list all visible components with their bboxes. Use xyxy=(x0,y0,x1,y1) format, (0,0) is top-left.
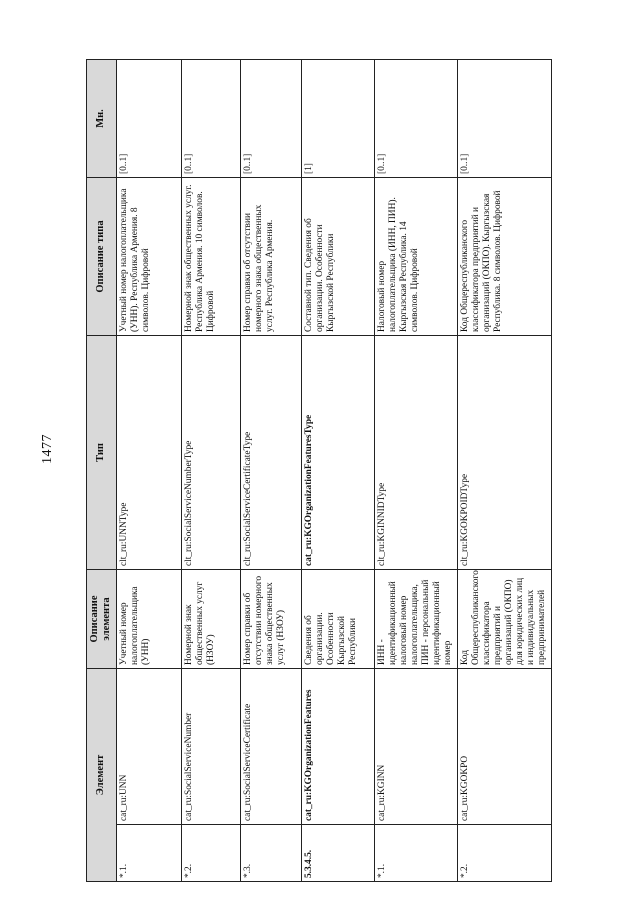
cardinality: [0..1] xyxy=(116,60,181,178)
element-name: cat_ru:KGOKPO xyxy=(457,669,551,825)
element-description: ИНН - идентификационный налоговый номер налогоплательщика, ПИН - персональный идентификационный номер xyxy=(374,570,457,669)
specification-table xyxy=(86,59,552,882)
table-row xyxy=(181,60,240,882)
cardinality: [1] xyxy=(301,60,374,178)
header-type: Тип xyxy=(87,336,117,570)
header-element: Элемент xyxy=(87,669,117,882)
element-name: cat_ru:KGOrganizationFeatures xyxy=(301,669,374,825)
element-name: cat_ru:KGINN xyxy=(374,669,457,825)
row-number: *.1. xyxy=(116,825,181,882)
page-number: 1477 xyxy=(40,434,55,464)
type-description: Код Общереспубликанского классификатора предприятий и организаций (ОКПО). Кыргызская Республика. 8 символов. Цифровой xyxy=(457,178,551,336)
element-description: Код Общереспубликанского классификатора предприятий и организаций (ОКПО) для юридических лиц и индивидуальных предпринимателей xyxy=(457,570,551,669)
type-description: Номер справки об отсутствии номерного знака общественных услуг. Республика Армения. xyxy=(240,178,301,336)
element-description: Номерной знак общественных услуг (НЗОУ) xyxy=(181,570,240,669)
cardinality: [0..1] xyxy=(181,60,240,178)
table-row xyxy=(301,60,374,882)
table-row xyxy=(240,60,301,882)
type-name: cat_ru:KGOrganizationFeaturesType xyxy=(301,336,374,570)
element-description: Номер справки об отсутствии номерного знака общественных услуг (НЗОУ) xyxy=(240,570,301,669)
type-name: clt_ru:KGINNIDType xyxy=(374,336,457,570)
element-name: cat_ru:SocialServiceNumber xyxy=(181,669,240,825)
cardinality: [0..1] xyxy=(240,60,301,178)
type-description: Номерной знак общественных услуг. Республика Армения. 10 символов. Цифровой xyxy=(181,178,240,336)
header-element-description: Описание элемента xyxy=(87,570,117,669)
header-cardinality: Мн. xyxy=(87,60,117,178)
element-name: cat_ru:SocialServiceCertificate xyxy=(240,669,301,825)
type-name: clt_ru:UNNType xyxy=(116,336,181,570)
header-type-description: Описание типа xyxy=(87,178,117,336)
table-header-row xyxy=(87,60,117,882)
row-number: 5.3.4.5. xyxy=(301,825,374,882)
table-row xyxy=(374,60,457,882)
element-name: cat_ru:UNN xyxy=(116,669,181,825)
row-number: *.2. xyxy=(181,825,240,882)
row-number: *.1. xyxy=(374,825,457,882)
row-number: *.3. xyxy=(240,825,301,882)
type-name: clt_ru:SocialServiceNumberType xyxy=(181,336,240,570)
element-description: Сведения об организации. Особенности Кыргызской Республики xyxy=(301,570,374,669)
table-row xyxy=(116,60,181,882)
type-name: clt_ru:SocialServiceCertificateType xyxy=(240,336,301,570)
rotated-table-container xyxy=(86,60,574,882)
row-number: *.2. xyxy=(457,825,551,882)
type-description: Налоговый номер налогоплательщика (ИНН, ПИН). Кыргызская Республика. 14 символов. Цифровой xyxy=(374,178,457,336)
type-description: Учетный номер налогоплательщика (УНН). Республика Армения. 8 символов. Цифровой xyxy=(116,178,181,336)
type-description: Составной тип. Сведения об организации. Особенности Кыргызской Республики xyxy=(301,178,374,336)
element-description: Учетный номер налогоплательщика (УНН) xyxy=(116,570,181,669)
type-name: clt_ru:KGOKPOIDType xyxy=(457,336,551,570)
cardinality: [0..1] xyxy=(374,60,457,178)
table-row xyxy=(457,60,551,882)
cardinality: [0..1] xyxy=(457,60,551,178)
